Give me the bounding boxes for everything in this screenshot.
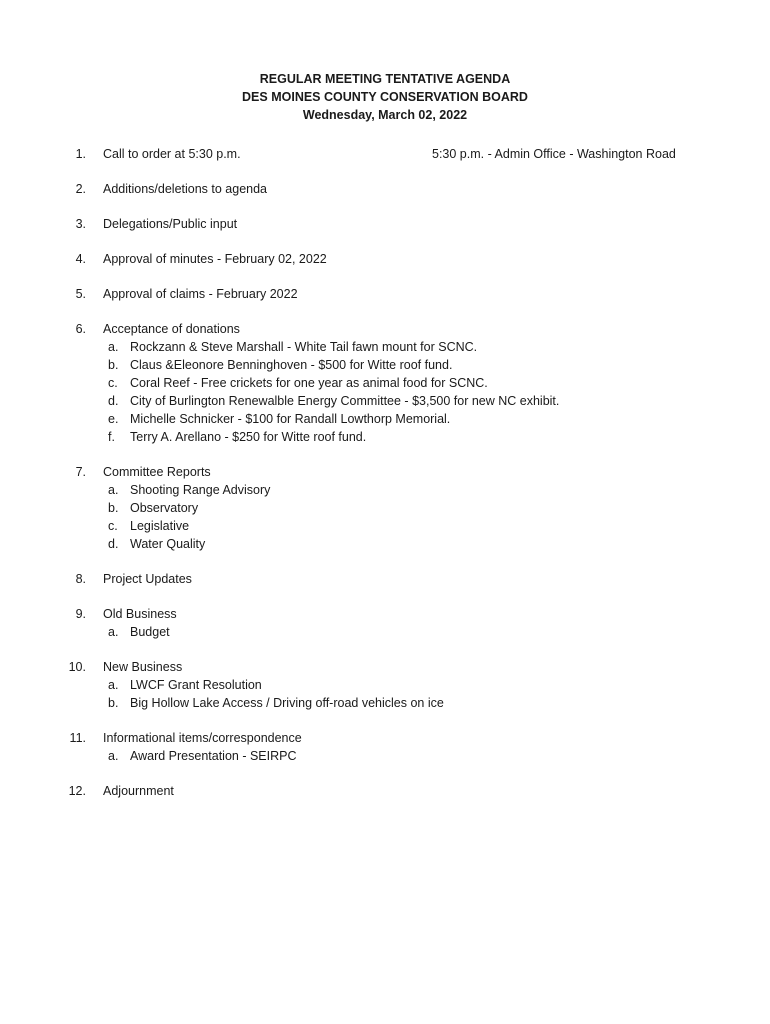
agenda-item-text: Committee Reports <box>103 465 211 479</box>
agenda-subitem-letter: a. <box>108 749 119 763</box>
board-name: DES MOINES COUNTY CONSERVATION BOARD <box>242 90 528 104</box>
agenda-item-row <box>0 570 770 588</box>
agenda-subitem-letter: b. <box>108 358 119 372</box>
agenda-subitem <box>0 694 770 712</box>
agenda-item <box>0 285 770 303</box>
agenda-item-number: 11. <box>69 731 86 745</box>
agenda-item <box>0 145 770 163</box>
agenda-item <box>0 215 770 233</box>
meeting-location: 5:30 p.m. - Admin Office - Washington Road <box>432 147 676 161</box>
agenda-subitem <box>0 356 770 374</box>
agenda-item-row <box>0 782 770 800</box>
agenda-subitem <box>0 676 770 694</box>
agenda-item-number: 5. <box>75 287 86 301</box>
agenda-item-number: 9. <box>75 607 86 621</box>
agenda-subitem-text: Big Hollow Lake Access / Driving off-road vehicles on ice <box>130 696 444 710</box>
agenda-list <box>0 145 770 817</box>
agenda-subitem-text: Coral Reef - Free crickets for one year as animal food for SCNC. <box>130 376 488 390</box>
agenda-subitem <box>0 410 770 428</box>
agenda-item-number: 12. <box>68 784 86 798</box>
agenda-item <box>0 782 770 800</box>
agenda-subitem <box>0 623 770 641</box>
agenda-subitem-letter: a. <box>108 340 119 354</box>
agenda-item <box>0 570 770 588</box>
agenda-subitem-text: Michelle Schnicker - $100 for Randall Lowthorp Memorial. <box>130 412 451 426</box>
agenda-subitem-letter: a. <box>108 625 119 639</box>
agenda-item-text: Acceptance of donations <box>103 322 240 336</box>
agenda-item-number: 1. <box>75 147 86 161</box>
agenda-subitem-text: Claus &Eleonore Benninghoven - $500 for Witte roof fund. <box>130 358 453 372</box>
agenda-item-row <box>0 605 770 623</box>
agenda-item-row <box>0 145 770 163</box>
agenda-item-row <box>0 729 770 747</box>
agenda-item-row <box>0 180 770 198</box>
agenda-item-row <box>0 658 770 676</box>
agenda-item-text: New Business <box>103 660 183 674</box>
agenda-subitem-text: Observatory <box>130 501 199 515</box>
agenda-item <box>0 320 770 446</box>
agenda-subitem-text: Terry A. Arellano - $250 for Witte roof fund. <box>130 430 367 444</box>
agenda-subitem-letter: d. <box>108 394 119 408</box>
agenda-item-row <box>0 215 770 233</box>
agenda-item-text: Informational items/correspondence <box>103 731 302 745</box>
agenda-item <box>0 463 770 553</box>
agenda-item-row <box>0 320 770 338</box>
agenda-item-number: 2. <box>75 182 86 196</box>
agenda-item-number: 3. <box>75 217 86 231</box>
agenda-item-text: Approval of minutes - February 02, 2022 <box>103 252 327 266</box>
agenda-title: REGULAR MEETING TENTATIVE AGENDA <box>259 72 511 86</box>
agenda-item <box>0 180 770 198</box>
agenda-subitem-text: Shooting Range Advisory <box>130 483 271 497</box>
agenda-item-row <box>0 463 770 481</box>
agenda-subitem <box>0 338 770 356</box>
agenda-subitem-text: City of Burlington Renewalble Energy Committee - $3,500 for new NC exhibit. <box>130 394 560 408</box>
agenda-subitem <box>0 499 770 517</box>
agenda-subitem <box>0 392 770 410</box>
agenda-subitem-letter: c. <box>108 376 118 390</box>
agenda-item-text: Adjournment <box>103 784 174 798</box>
agenda-item-text: Approval of claims - February 2022 <box>103 287 298 301</box>
agenda-subitem-letter: a. <box>108 483 119 497</box>
agenda-item-text: Project Updates <box>103 572 192 586</box>
agenda-subitem-letter: e. <box>108 412 119 426</box>
agenda-item-number: 6. <box>75 322 86 336</box>
document-header <box>0 70 770 124</box>
agenda-subitem-letter: b. <box>108 501 119 515</box>
agenda-subitem-text: Budget <box>130 625 170 639</box>
agenda-subitem <box>0 517 770 535</box>
agenda-subitem <box>0 428 770 446</box>
agenda-item-number: 8. <box>75 572 86 586</box>
agenda-subitem-letter: b. <box>108 696 119 710</box>
agenda-subitem-letter: d. <box>108 537 119 551</box>
agenda-subitem <box>0 481 770 499</box>
agenda-item <box>0 605 770 641</box>
agenda-item-number: 4. <box>75 252 86 266</box>
agenda-subitem-letter: a. <box>108 678 119 692</box>
agenda-subitem-text: Legislative <box>130 519 190 533</box>
agenda-item-text: Call to order at 5:30 p.m. <box>103 147 241 161</box>
meeting-date: Wednesday, March 02, 2022 <box>302 108 468 122</box>
agenda-item <box>0 250 770 268</box>
agenda-subitem-text: Rockzann & Steve Marshall - White Tail fawn mount for SCNC. <box>130 340 478 354</box>
agenda-subitem-text: Award Presentation - SEIRPC <box>130 749 297 763</box>
agenda-item-text: Additions/deletions to agenda <box>103 182 268 196</box>
agenda-item-number: 7. <box>75 465 86 479</box>
agenda-item-row <box>0 250 770 268</box>
agenda-subitem-text: Water Quality <box>130 537 206 551</box>
agenda-subitem-letter: f. <box>108 430 115 444</box>
agenda-item-text: Delegations/Public input <box>103 217 238 231</box>
agenda-subitem-letter: c. <box>108 519 118 533</box>
agenda-subitem-text: LWCF Grant Resolution <box>130 678 262 692</box>
agenda-subitem <box>0 374 770 392</box>
agenda-item <box>0 729 770 765</box>
agenda-item-text: Old Business <box>103 607 177 621</box>
agenda-item-number: 10. <box>68 660 86 674</box>
agenda-subitem <box>0 535 770 553</box>
agenda-subitem <box>0 747 770 765</box>
agenda-item-row <box>0 285 770 303</box>
agenda-item <box>0 658 770 712</box>
